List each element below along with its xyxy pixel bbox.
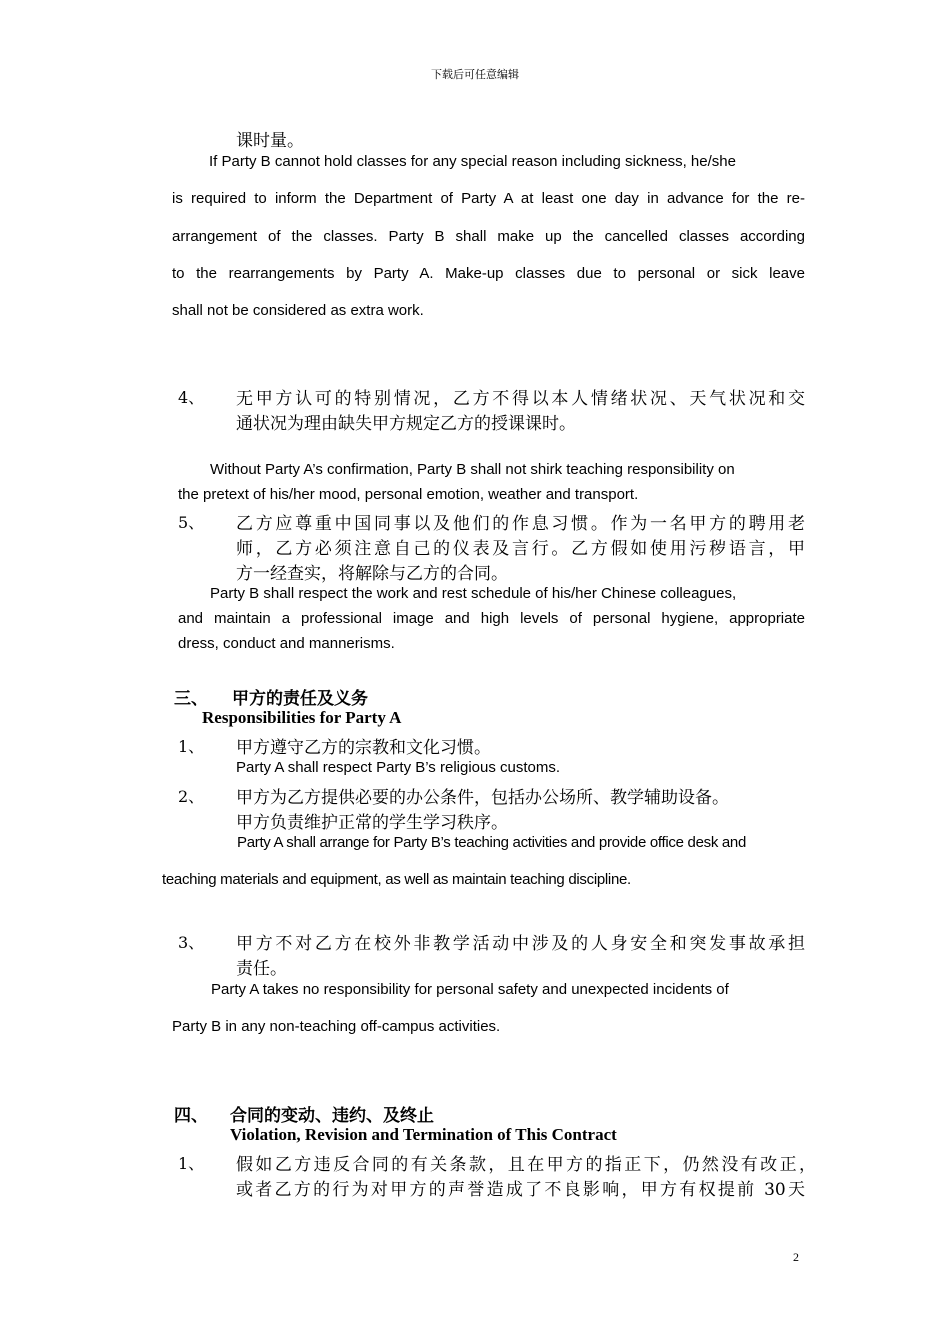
clause-text-en: Party A shall respect Party B’s religious customs. (236, 759, 561, 776)
clause-number: 5、 (178, 513, 205, 532)
clause-text-cn: 或者乙方的行为对甲方的声誉造成了不良影响，甲方有权提前 30天 (236, 1180, 805, 1200)
clause-text-en: teaching materials and equipment, as well as maintain teaching discipline. (162, 871, 631, 888)
section-number: 四、 (174, 1106, 208, 1126)
clause-text-en: the pretext of his/her mood, personal emotion, weather and transport. (178, 486, 639, 503)
clause-text-cn: 假如乙方违反合同的有关条款，且在甲方的指正下，仍然没有改正， (236, 1155, 816, 1175)
section-title-en: Violation, Revision and Termination of This Contract (230, 1125, 617, 1144)
clause-number: 2、 (178, 787, 205, 806)
page-number: 2 (793, 1250, 799, 1264)
section-title-cn: 甲方的责任及义务 (232, 689, 368, 709)
clause-number: 4、 (178, 388, 205, 407)
clause-text-cn: 通状况为理由缺失甲方规定乙方的授课课时。 (236, 414, 576, 434)
section-title-cn: 合同的变动、违约、及终止 (230, 1106, 434, 1126)
clause-text-cn: 课时量。 (236, 131, 304, 151)
clause-text-cn: 方一经查实，将解除与乙方的合同。 (236, 564, 508, 584)
clause-text-en: and maintain a professional image and high levels of personal hygiene, appropriate (178, 610, 805, 627)
clause-text-cn: 责任。 (236, 959, 287, 979)
section-number: 三、 (174, 689, 208, 709)
clause-text-en: is required to inform the Department of Party A at least one day in advance for the re- (172, 190, 805, 207)
clause-text-cn: 甲方不对乙方在校外非教学活动中涉及的人身安全和突发事故承担 (236, 934, 805, 954)
clause-text-en: to the rearrangements by Party A. Make-up classes due to personal or sick leave (172, 265, 805, 282)
clause-text-en: shall not be considered as extra work. (172, 302, 424, 319)
clause-text-cn: 甲方为乙方提供必要的办公条件，包括办公场所、教学辅助设备。 (236, 788, 729, 808)
clause-number: 1、 (178, 737, 205, 756)
clause-number: 3、 (178, 933, 205, 952)
clause-number: 1、 (178, 1154, 205, 1173)
clause-text-cn: 无甲方认可的特别情况，乙方不得以本人情绪状况、天气状况和交 (236, 389, 805, 409)
section-title-en: Responsibilities for Party A (202, 708, 402, 727)
clause-text-cn: 甲方负责维护正常的学生学习秩序。 (236, 813, 508, 833)
clause-text-en: Party B shall respect the work and rest schedule of his/her Chinese colleagues, (210, 585, 737, 602)
clause-text-en: dress, conduct and mannerisms. (178, 635, 395, 652)
clause-text-cn: 乙方应尊重中国同事以及他们的作息习惯。作为一名甲方的聘用老 (236, 514, 805, 534)
clause-text-en: Party B in any non-teaching off-campus activities. (172, 1018, 501, 1035)
clause-text-cn: 师，乙方必须注意自己的仪表及言行。乙方假如使用污秽语言，甲 (236, 539, 805, 559)
clause-text-cn: 甲方遵守乙方的宗教和文化习惯。 (236, 738, 491, 758)
clause-text-en: If Party B cannot hold classes for any special reason including sickness, he/she (209, 153, 736, 170)
clause-text-en: arrangement of the classes. Party B shall make up the cancelled classes according (172, 228, 805, 245)
page-header: 下载后可任意编辑 (431, 68, 519, 81)
clause-text-en: Without Party A’s confirmation, Party B shall not shirk teaching responsibility on (210, 461, 735, 478)
clause-text-en: Party A takes no responsibility for personal safety and unexpected incidents of (211, 981, 729, 998)
clause-text-en: Party A shall arrange for Party B’s teaching activities and provide office desk and (237, 834, 747, 851)
